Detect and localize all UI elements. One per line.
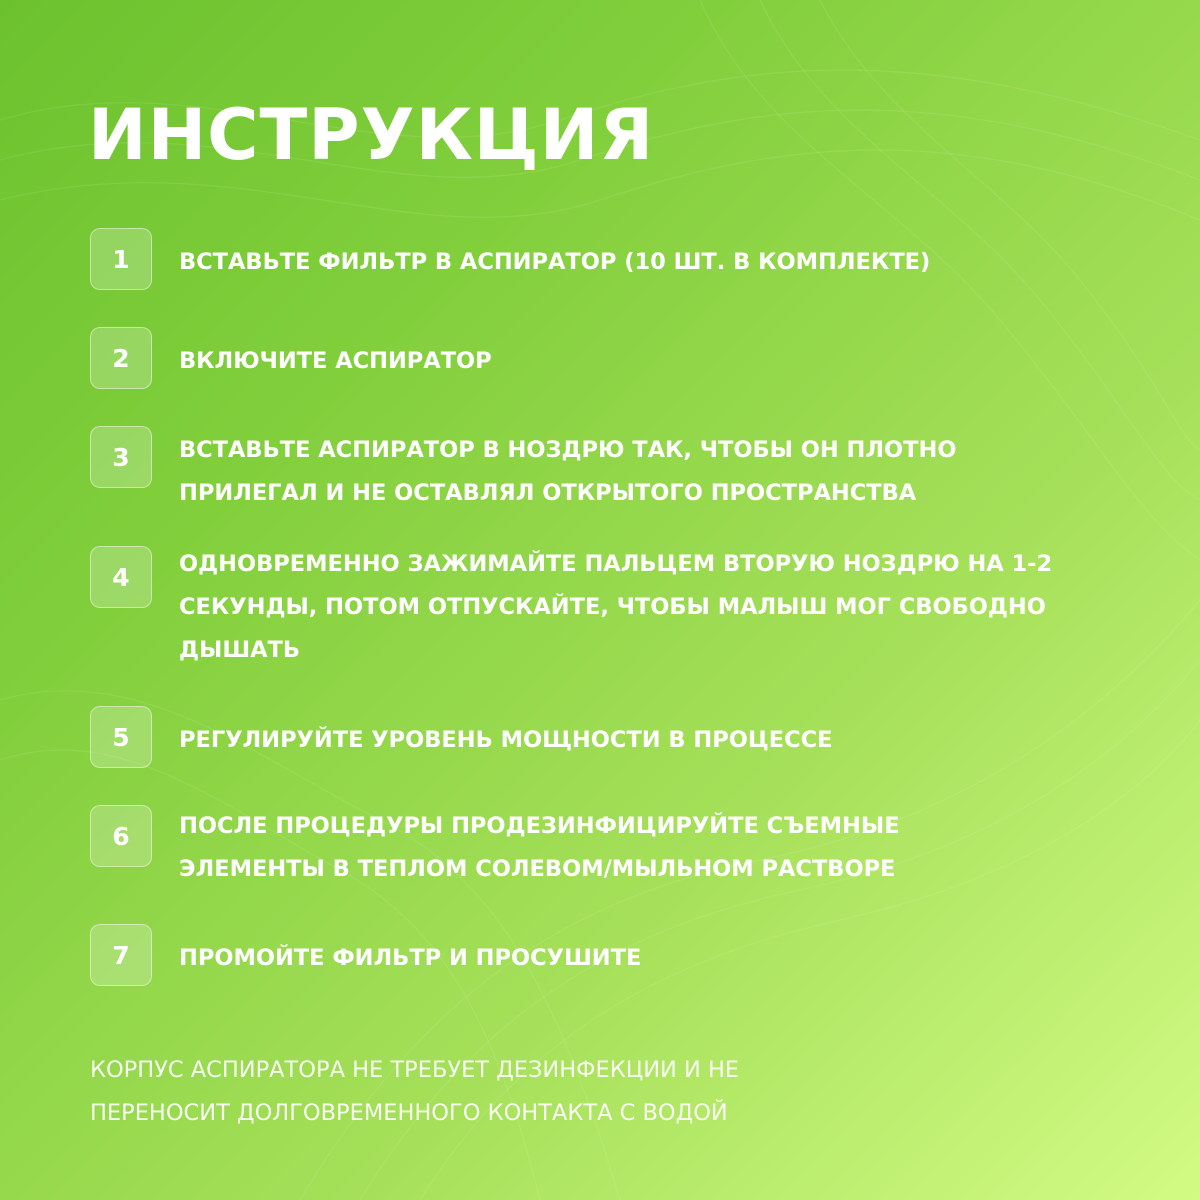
step-number-badge: 7 [90,924,152,986]
step-text: ОДНОВРЕМЕННО ЗАЖИМАЙТЕ ПАЛЬЦЕМ ВТОРУЮ НОЗДРЮ НА 1-2 СЕКУНДЫ, ПОТОМ ОТПУСКАЙТЕ, ЧТОБЫ МАЛЫШ МОГ СВОБОДНО ДЫШАТЬ [179,551,1053,663]
step-number-badge: 2 [90,327,152,389]
step-number-badge: 1 [90,228,152,290]
step-text: ВСТАВЬТЕ ФИЛЬТР В АСПИРАТОР (10 ШТ. В КОМПЛЕКТЕ) [179,249,931,275]
footer-note: КОРПУС АСПИРАТОРА НЕ ТРЕБУЕТ ДЕЗИНФЕКЦИИ И НЕ ПЕРЕНОСИТ ДОЛГОВРЕМЕННОГО КОНТАКТА С ВОДОЙ [90,1057,740,1126]
step-number-badge: 4 [90,546,152,608]
step-text: РЕГУЛИРУЙТЕ УРОВЕНЬ МОЩНОСТИ В ПРОЦЕССЕ [179,727,833,753]
step-number-badge: 5 [90,706,152,768]
step-text: ПОСЛЕ ПРОЦЕДУРЫ ПРОДЕЗИНФИЦИРУЙТЕ СЪЕМНЫЕ ЭЛЕМЕНТЫ В ТЕПЛОМ СОЛЕВОМ/МЫЛЬНОМ РАСТВОРЕ [179,813,900,882]
step-text: ПРОМОЙТЕ ФИЛЬТР И ПРОСУШИТЕ [179,945,642,971]
step-number-badge: 3 [90,426,152,488]
step-text: ВСТАВЬТЕ АСПИРАТОР В НОЗДРЮ ТАК, ЧТОБЫ ОН ПЛОТНО ПРИЛЕГАЛ И НЕ ОСТАВЛЯЛ ОТКРЫТОГО ПРОСТРАНСТВА [179,437,957,506]
page-title: ИНСТРУКЦИЯ [88,94,655,176]
step-text: ВКЛЮЧИТЕ АСПИРАТОР [179,348,492,374]
step-number-badge: 6 [90,805,152,867]
